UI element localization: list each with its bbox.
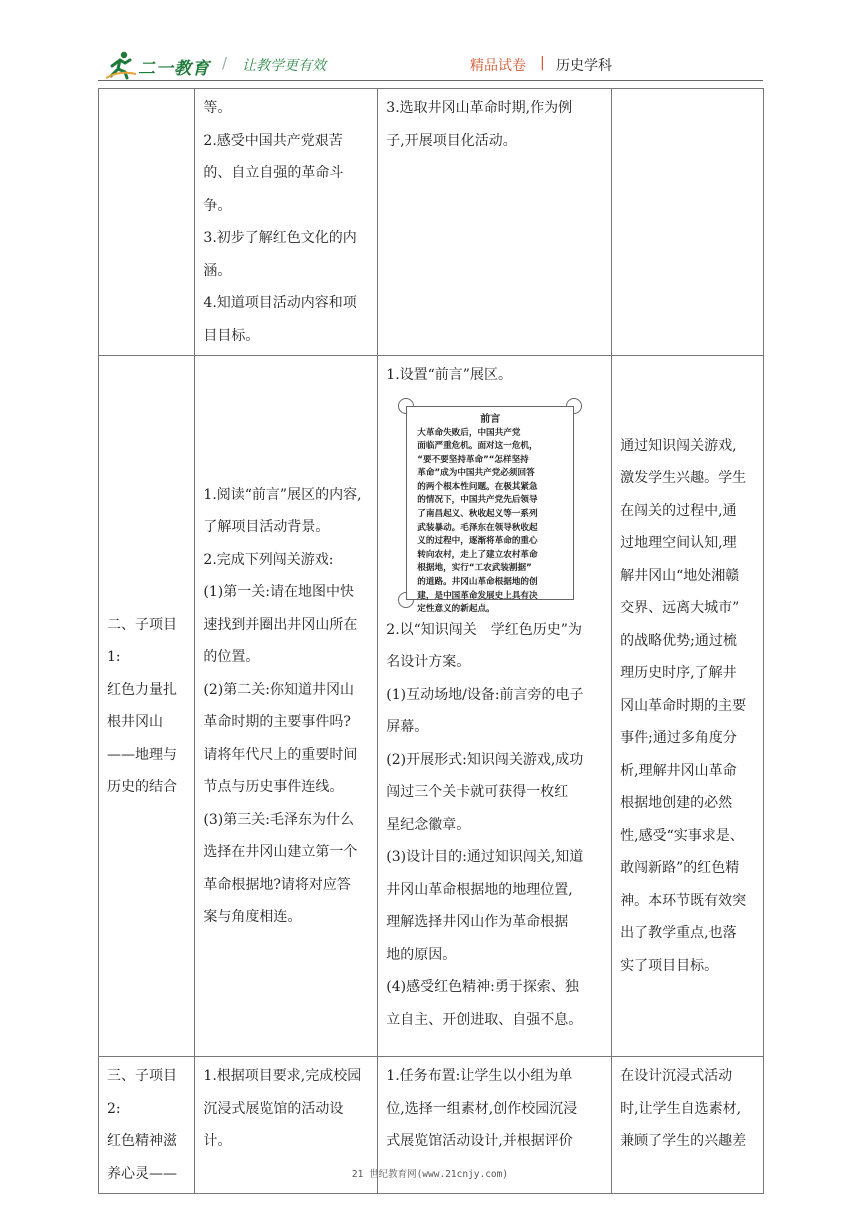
text-line: (4)感受红色精神:勇于探索、独 — [386, 979, 579, 995]
text-line: 二、子项目 1: — [107, 616, 182, 665]
text-line: 了解项目活动背景。 — [203, 519, 330, 535]
text-line: 大革命失败后，中国共产党 — [417, 427, 521, 438]
text-line: 等。 — [203, 100, 232, 116]
cell-r1-c3 — [378, 89, 612, 356]
cell-text: 1.设置“前言”展区。 — [386, 367, 512, 383]
text-line: 1.根据项目要求,完成校园 — [203, 1068, 362, 1084]
text-line: 理历史时序,了解井 — [620, 665, 737, 682]
text-line: 激发学生兴趣。学生 — [620, 470, 747, 487]
cell-r1-c2 — [195, 89, 378, 356]
header-slogan: 让教学更有效 — [242, 58, 326, 74]
text-line: 井冈山革命根据地的地理位置, — [386, 881, 573, 898]
scroll-text — [417, 427, 563, 617]
text-line: 根据地创建的必然 — [620, 795, 733, 812]
text-line: 的、自立自强的革命斗争。 — [203, 165, 344, 214]
text-line: 兼顾了学生的兴趣差 — [620, 1133, 747, 1149]
text-line: 武装暴动。毛泽东在领导秋收起 — [417, 522, 538, 533]
text-line: 案与角度相连。 — [203, 909, 302, 925]
text-line: “要不要坚持革命”“怎样坚持 — [417, 454, 529, 465]
text-line: 的位置。 — [203, 649, 260, 665]
text-line: 三、子项目 2: — [107, 1068, 182, 1117]
text-line: (1)互动场地/设备:前言旁的电子 — [386, 686, 584, 703]
cell-r2-c4 — [612, 356, 764, 1057]
text-line: 过地理空间认知,理 — [620, 535, 737, 552]
text-line: 的情况下，中国共产党先后领导 — [417, 495, 538, 506]
text-line: 在闯关的过程中,通 — [620, 502, 737, 519]
cell-text-block — [386, 614, 603, 1037]
text-line: 时,让学生自选素材, — [620, 1100, 742, 1117]
text-line: 3.选取井冈山革命时期,作为例 — [386, 100, 573, 116]
text-line: 根据地，实行“工农武装割据” — [417, 563, 532, 574]
text-line: 敢闯新路”的红色精 — [620, 860, 740, 877]
text-line: 请将年代尺上的重要时间 — [203, 746, 358, 763]
text-line: 速找到并圈出井冈山所在 — [203, 616, 358, 633]
text-line: 立自主、开创进取、自强不息。 — [386, 1011, 583, 1028]
text-line: 在设计沉浸式活动 — [620, 1068, 733, 1084]
text-line: (2)第二关:你知道井冈山 — [203, 681, 354, 698]
text-line: 转向农村，走上了建立农村革命 — [417, 549, 538, 560]
text-line: 位,选择一组素材,创作校园沉浸 — [386, 1100, 578, 1117]
text-line: 养心灵—— — [107, 1165, 177, 1182]
text-line: 的两个根本性问题。在极其紧急 — [417, 481, 538, 492]
text-line: (3)第三关:毛泽东为什么 — [203, 811, 354, 828]
text-line: 神。本环节既有效突 — [620, 892, 747, 909]
text-line: 红色力量扎 — [107, 681, 177, 698]
text-line: 计。 — [203, 1133, 232, 1149]
header-slash: / — [222, 54, 228, 72]
text-line: 的战略优势;通过梳 — [620, 632, 737, 649]
text-line: 交界、远离大城市” — [620, 600, 740, 617]
text-line: 解井冈山“地处湘赣 — [620, 567, 740, 584]
cell-r1-c4 — [612, 89, 764, 356]
cell-r1-c1 — [99, 89, 195, 356]
text-line: 闯过三个关卡就可获得一枚红 — [386, 784, 569, 800]
text-line: 性,感受“实事求是、 — [620, 827, 744, 844]
runner-logo-icon — [106, 50, 136, 80]
page-header — [0, 0, 860, 86]
text-line: 冈山革命时期的主要 — [620, 697, 747, 714]
text-line: 了南昌起义、秋收起义等一系列 — [417, 509, 538, 520]
text-line: 革命时期的主要事件吗? — [203, 714, 351, 730]
text-line: 星纪念徽章。 — [386, 816, 471, 833]
text-line: (3)设计目的:通过知识闯关,知道 — [386, 849, 584, 865]
text-line: 革命根据地?请将对应答 — [203, 876, 351, 893]
text-line: 涵。 — [203, 262, 232, 279]
scroll-body — [406, 406, 574, 615]
cell-r2-c2 — [195, 356, 378, 1057]
table-row — [99, 89, 764, 356]
text-line: 屏幕。 — [386, 719, 429, 735]
text-line: 沉浸式展览馆的活动设 — [203, 1100, 344, 1117]
table-row — [99, 356, 764, 1057]
logo — [106, 50, 216, 80]
text-line: 义的过程中，逐渐将革命的重心 — [417, 536, 538, 547]
text-line: 地的原因。 — [386, 946, 457, 963]
text-line: 事件;通过多角度分 — [620, 730, 737, 747]
text-line: 名设计方案。 — [386, 654, 471, 670]
text-line: 建，是中国革命发展史上具有决 — [417, 590, 538, 601]
text-line: 的道路。井冈山革命根据地的创 — [417, 577, 538, 588]
text-line: 革命”成为中国共产党必须回答 — [417, 468, 535, 479]
text-line: 出了教学重点,也落 — [620, 925, 737, 942]
text-line: 历史的结合 — [107, 779, 177, 795]
cell-r2-c1 — [99, 356, 195, 1057]
text-line: 选择在井冈山建立第一个 — [203, 844, 358, 860]
text-line: 2.感受中国共产党艰苦 — [203, 132, 343, 149]
text-line: 实了项目目标。 — [620, 957, 719, 974]
text-line: 子,开展项目化活动。 — [386, 132, 517, 149]
text-line: 根井冈山 — [107, 714, 163, 730]
page-footer: 21 世纪教育网(www.21cnjy.com) — [351, 1169, 509, 1180]
text-line: (1)第一关:请在地图中快 — [203, 584, 354, 600]
cell-r2-c3 — [378, 356, 612, 1057]
text-line: 通过知识闯关游戏, — [620, 437, 737, 454]
preface-scroll-image — [398, 398, 578, 615]
text-line: 4.知道项目活动内容和项 — [203, 295, 357, 311]
lesson-plan-table — [98, 88, 764, 1194]
text-line: 2.完成下列闯关游戏: — [203, 551, 334, 568]
text-line: ——地理与 — [107, 746, 177, 763]
text-line: 节点与历史事件连线。 — [203, 779, 344, 795]
text-line: 2.以“知识闯关 学红色历史”为 — [386, 621, 582, 638]
header-rule — [98, 80, 763, 81]
text-line: (2)开展形式:知识闯关游戏,成功 — [386, 751, 584, 768]
text-line: 1.阅读“前言”展区的内容, — [203, 486, 362, 503]
logo-text: 二一教育 — [138, 59, 210, 79]
header-subject: 历史学科 — [556, 58, 612, 74]
text-line: 定性意义的新起点。 — [417, 604, 495, 615]
text-line: 式展览馆活动设计,并根据评价 — [386, 1133, 573, 1149]
text-line: 3.初步了解红色文化的内 — [203, 230, 357, 246]
text-line: 理解选择井冈山作为革命根据 — [386, 914, 569, 930]
text-line: 红色精神滋 — [107, 1133, 177, 1149]
text-line: 1.任务布置:让学生以小组为单 — [386, 1068, 573, 1084]
header-divider: | — [540, 55, 545, 71]
text-line: 析,理解井冈山革命 — [620, 762, 737, 779]
scroll-title: 前言 — [480, 413, 501, 425]
header-badge: 精品试卷 — [470, 58, 526, 74]
text-line: 目目标。 — [203, 327, 260, 344]
text-line: 面临严重危机。面对这一危机， — [417, 441, 538, 452]
